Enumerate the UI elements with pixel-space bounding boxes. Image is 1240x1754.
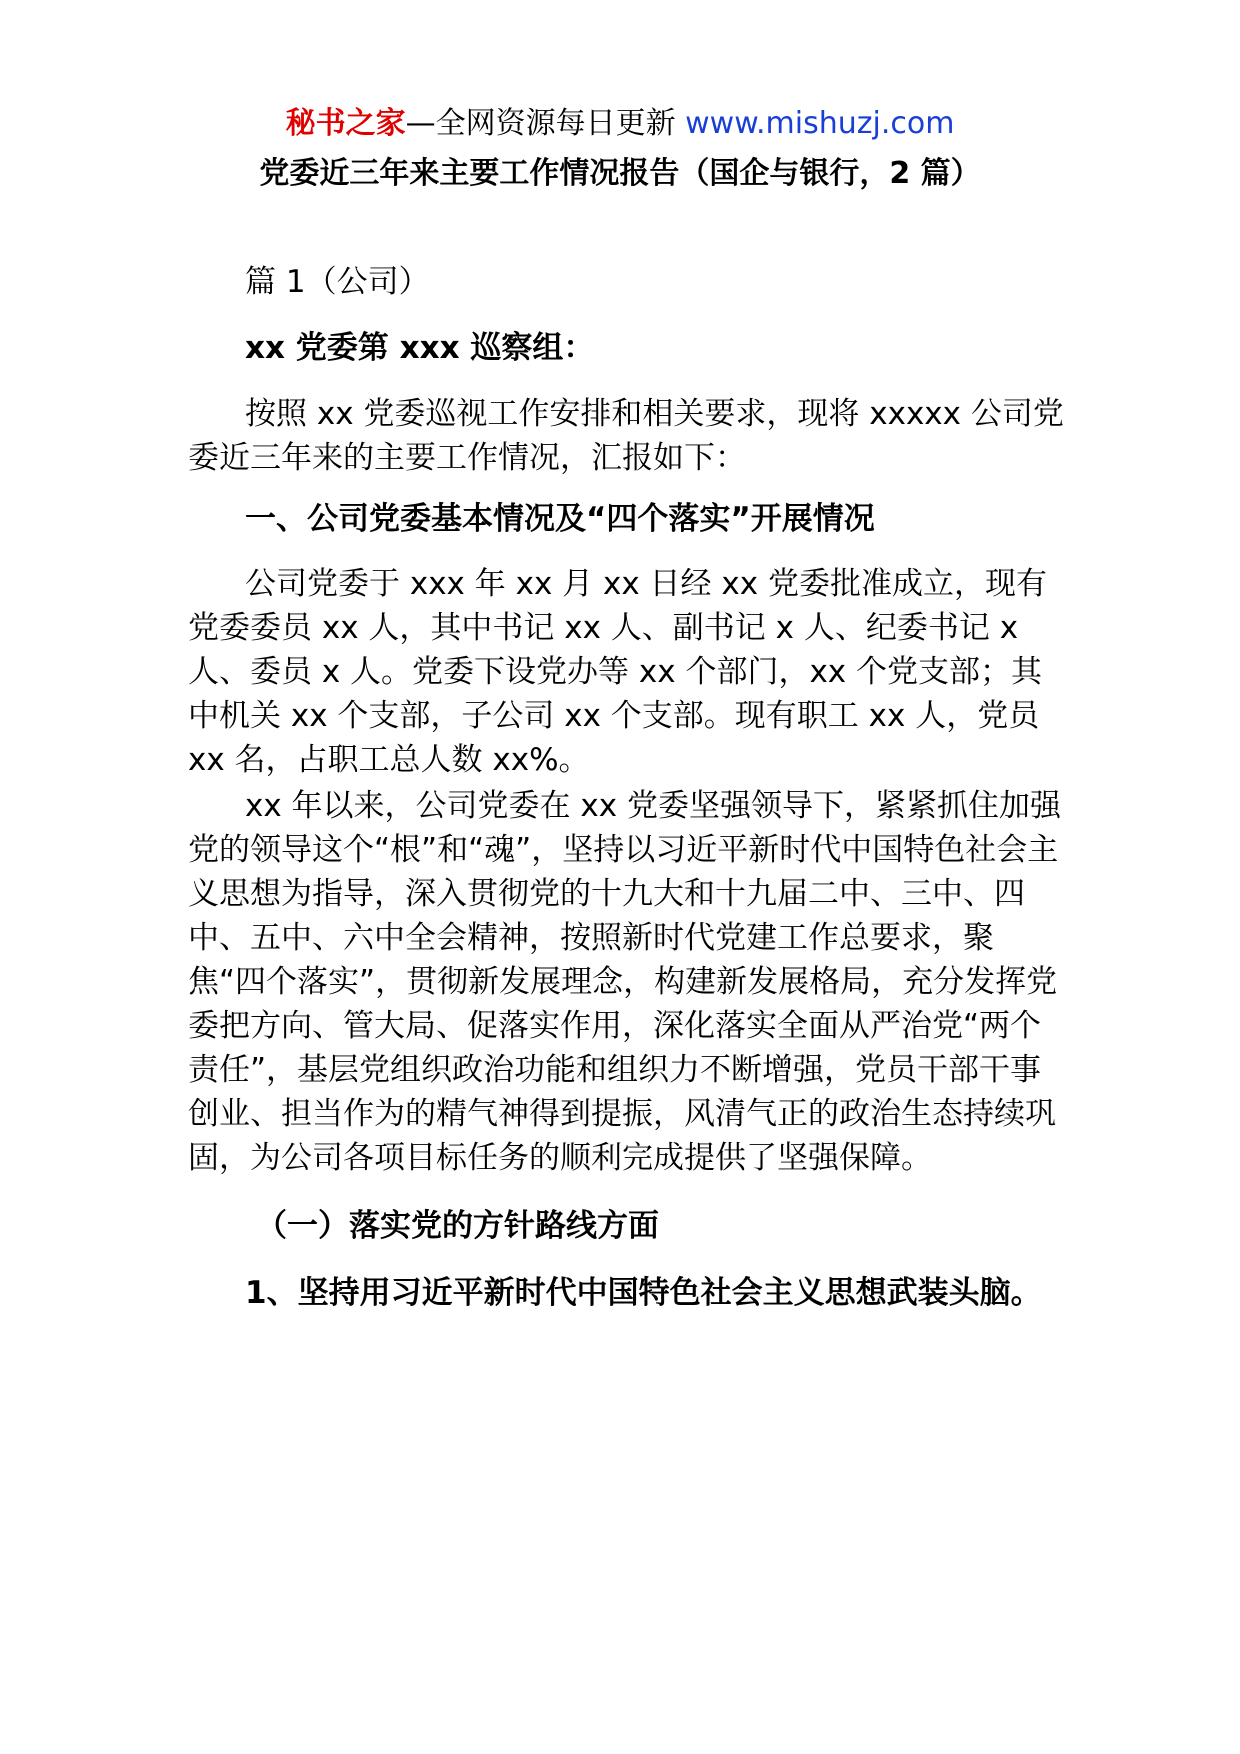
chapter-label: 篇 1（公司） <box>245 264 430 300</box>
addressee-block <box>188 326 1068 370</box>
body-paragraph: xx 年以来，公司党委在 xx 党委坚强领导下，紧紧抓住加强党的领导这个“根”和“魂”，坚持以习近平新时代中国特色社会主义思想为指导，深入贯彻党的十九大和十九届二中、三中、四中、五中、六中全会精神，按照新时代党建工作总要求，聚焦“四个落实”，贯彻新发展理念，构建新发展格局，充分发挥党委把方向、管大局、促落实作用，深化落实全面从严治党“两个责任”，基层党组织政治功能和组织力不断增强，党员干部干事创业、担当作为的精气神得到提振，风清气正的政治生态持续巩固，为公司各项目标任务的顺利完成提供了坚强保障。 <box>188 788 1061 1176</box>
intro-block <box>188 392 1068 480</box>
subsection-heading: （一）落实党的方针路线方面 <box>256 1208 659 1244</box>
addressee: xx 党委第 xxx 巡察组： <box>245 330 595 366</box>
subsection1-heading-block <box>188 1204 1068 1248</box>
site-header <box>0 102 1240 146</box>
section1-p1-block <box>188 562 1068 782</box>
brand-name: 秘书之家 <box>285 106 406 141</box>
section1-p2-block <box>188 784 1068 1180</box>
document-title: 党委近三年来主要工作情况报告（国企与银行，2 篇） <box>259 156 981 191</box>
item1-heading-block <box>188 1271 1068 1315</box>
header-tagline: —全网资源每日更新 <box>405 106 686 141</box>
item-heading: 1、坚持用习近平新时代中国特色社会主义思想武装头脑。 <box>245 1275 1042 1311</box>
chapter-label-block <box>188 260 1068 304</box>
section-heading: 一、公司党委基本情况及“四个落实”开展情况 <box>245 501 875 537</box>
intro-paragraph: 按照 xx 党委巡视工作安排和相关要求，现将 xxxxx 公司党委近三年来的主要工作情况，汇报如下： <box>188 396 1064 476</box>
section1-heading-block <box>188 497 1068 541</box>
site-link[interactable]: www.mishuzj.com <box>685 106 955 141</box>
body-paragraph: 公司党委于 xxx 年 xx 月 xx 日经 xx 党委批准成立，现有党委委员 xx 人，其中书记 xx 人、副书记 x 人、纪委书记 x 人、委员 x 人。党委下设党办等 xx 个部门，xx 个党支部；其中机关 xx 个支部，子公司 xx 个支部。现有职工 xx 人，党员 xx 名，占职工总人数 xx%。 <box>188 566 1047 778</box>
